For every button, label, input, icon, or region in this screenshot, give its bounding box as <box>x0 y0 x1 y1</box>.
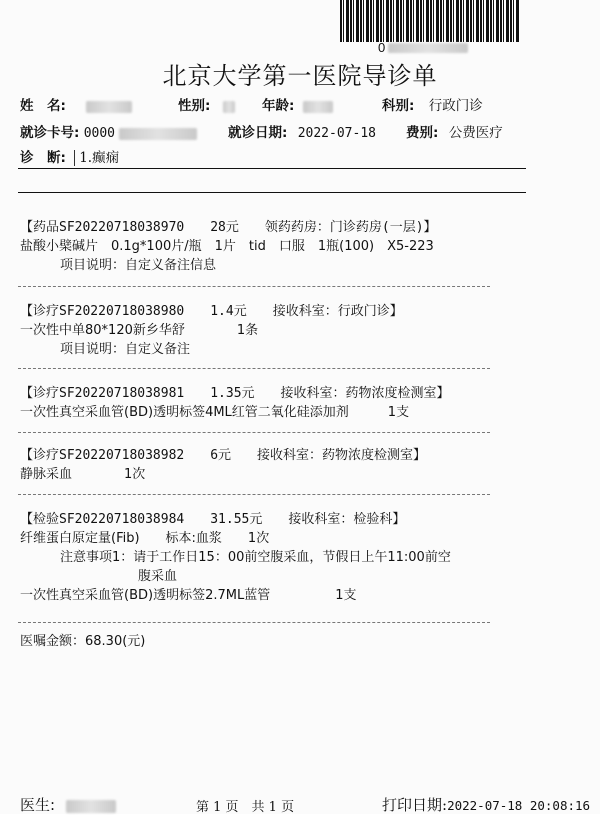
order-block: 【药品SF20220718038970 28元 领药药房：门诊药房(一层)】 盐酸小檗碱片 0.1g*100片/瓶 1片 tid 口服 1瓶(100) X5-223 项目说明：自定义备注信息 <box>20 220 437 273</box>
divider-header <box>18 192 526 193</box>
card-number-field: 就诊卡号: 0000 <box>20 121 197 141</box>
divider-dashed <box>18 494 490 495</box>
order-block: 【诊疗SF20220718038981 1.35元 接收科室：药物浓度检测室】 一次性真空采血管(BD)透明标签4ML红管二氧化硅添加剂 1支 <box>20 386 450 420</box>
name-field: 姓 名: <box>20 94 132 114</box>
redacted-barcode-digits <box>388 43 468 53</box>
redacted-gender <box>223 101 235 113</box>
visit-date-field: 就诊日期: 2022-07-18 <box>228 125 376 141</box>
divider-dashed <box>18 368 490 369</box>
order-block: 【诊疗SF20220718038980 1.4元 接收科室：行政门诊】 一次性中单80*120新乡华舒 1条 项目说明：自定义备注 <box>20 304 403 357</box>
diagnosis-field: 诊 断: 1.癫痫 <box>20 150 120 166</box>
redacted-doctor-name <box>66 800 116 813</box>
gender-field: 性别: <box>178 94 235 114</box>
redacted-card-number <box>119 128 197 140</box>
department-field: 科别: 行政门诊 <box>382 98 483 114</box>
divider-dashed <box>18 286 490 287</box>
order-block: 【诊疗SF20220718038982 6元 接收科室：药物浓度检测室】 静脉采血 1次 <box>20 448 427 482</box>
page-number: 第 1 页 共 1 页 <box>196 800 295 815</box>
order-total: 医嘱金额：68.30(元) <box>20 634 146 649</box>
divider-dashed <box>18 622 490 623</box>
fee-type-field: 费别: 公费医疗 <box>406 125 503 141</box>
order-block: 【检验SF20220718038984 31.55元 接收科室：检验科】 纤维蛋白原定量(Fib) 标本:血浆 1次 注意事项1：请于工作日15：00前空腹采血，节假日上午11:00前空 腹采血 一次性真空采血管(BD)透明标签2.7ML蓝管 1支 <box>20 512 451 603</box>
barcode-number: 0 <box>378 40 468 55</box>
divider-dashed <box>18 432 490 433</box>
barcode <box>340 0 520 42</box>
redacted-age <box>303 101 333 113</box>
age-field: 年龄: <box>262 94 333 114</box>
page-title: 北京大学第一医院导诊单 <box>162 62 438 90</box>
redacted-name <box>86 101 132 113</box>
divider-top <box>18 168 526 169</box>
print-date-field: 打印日期:2022-07-18 20:08:16 <box>382 796 591 814</box>
doctor-field: 医生: <box>20 794 116 815</box>
